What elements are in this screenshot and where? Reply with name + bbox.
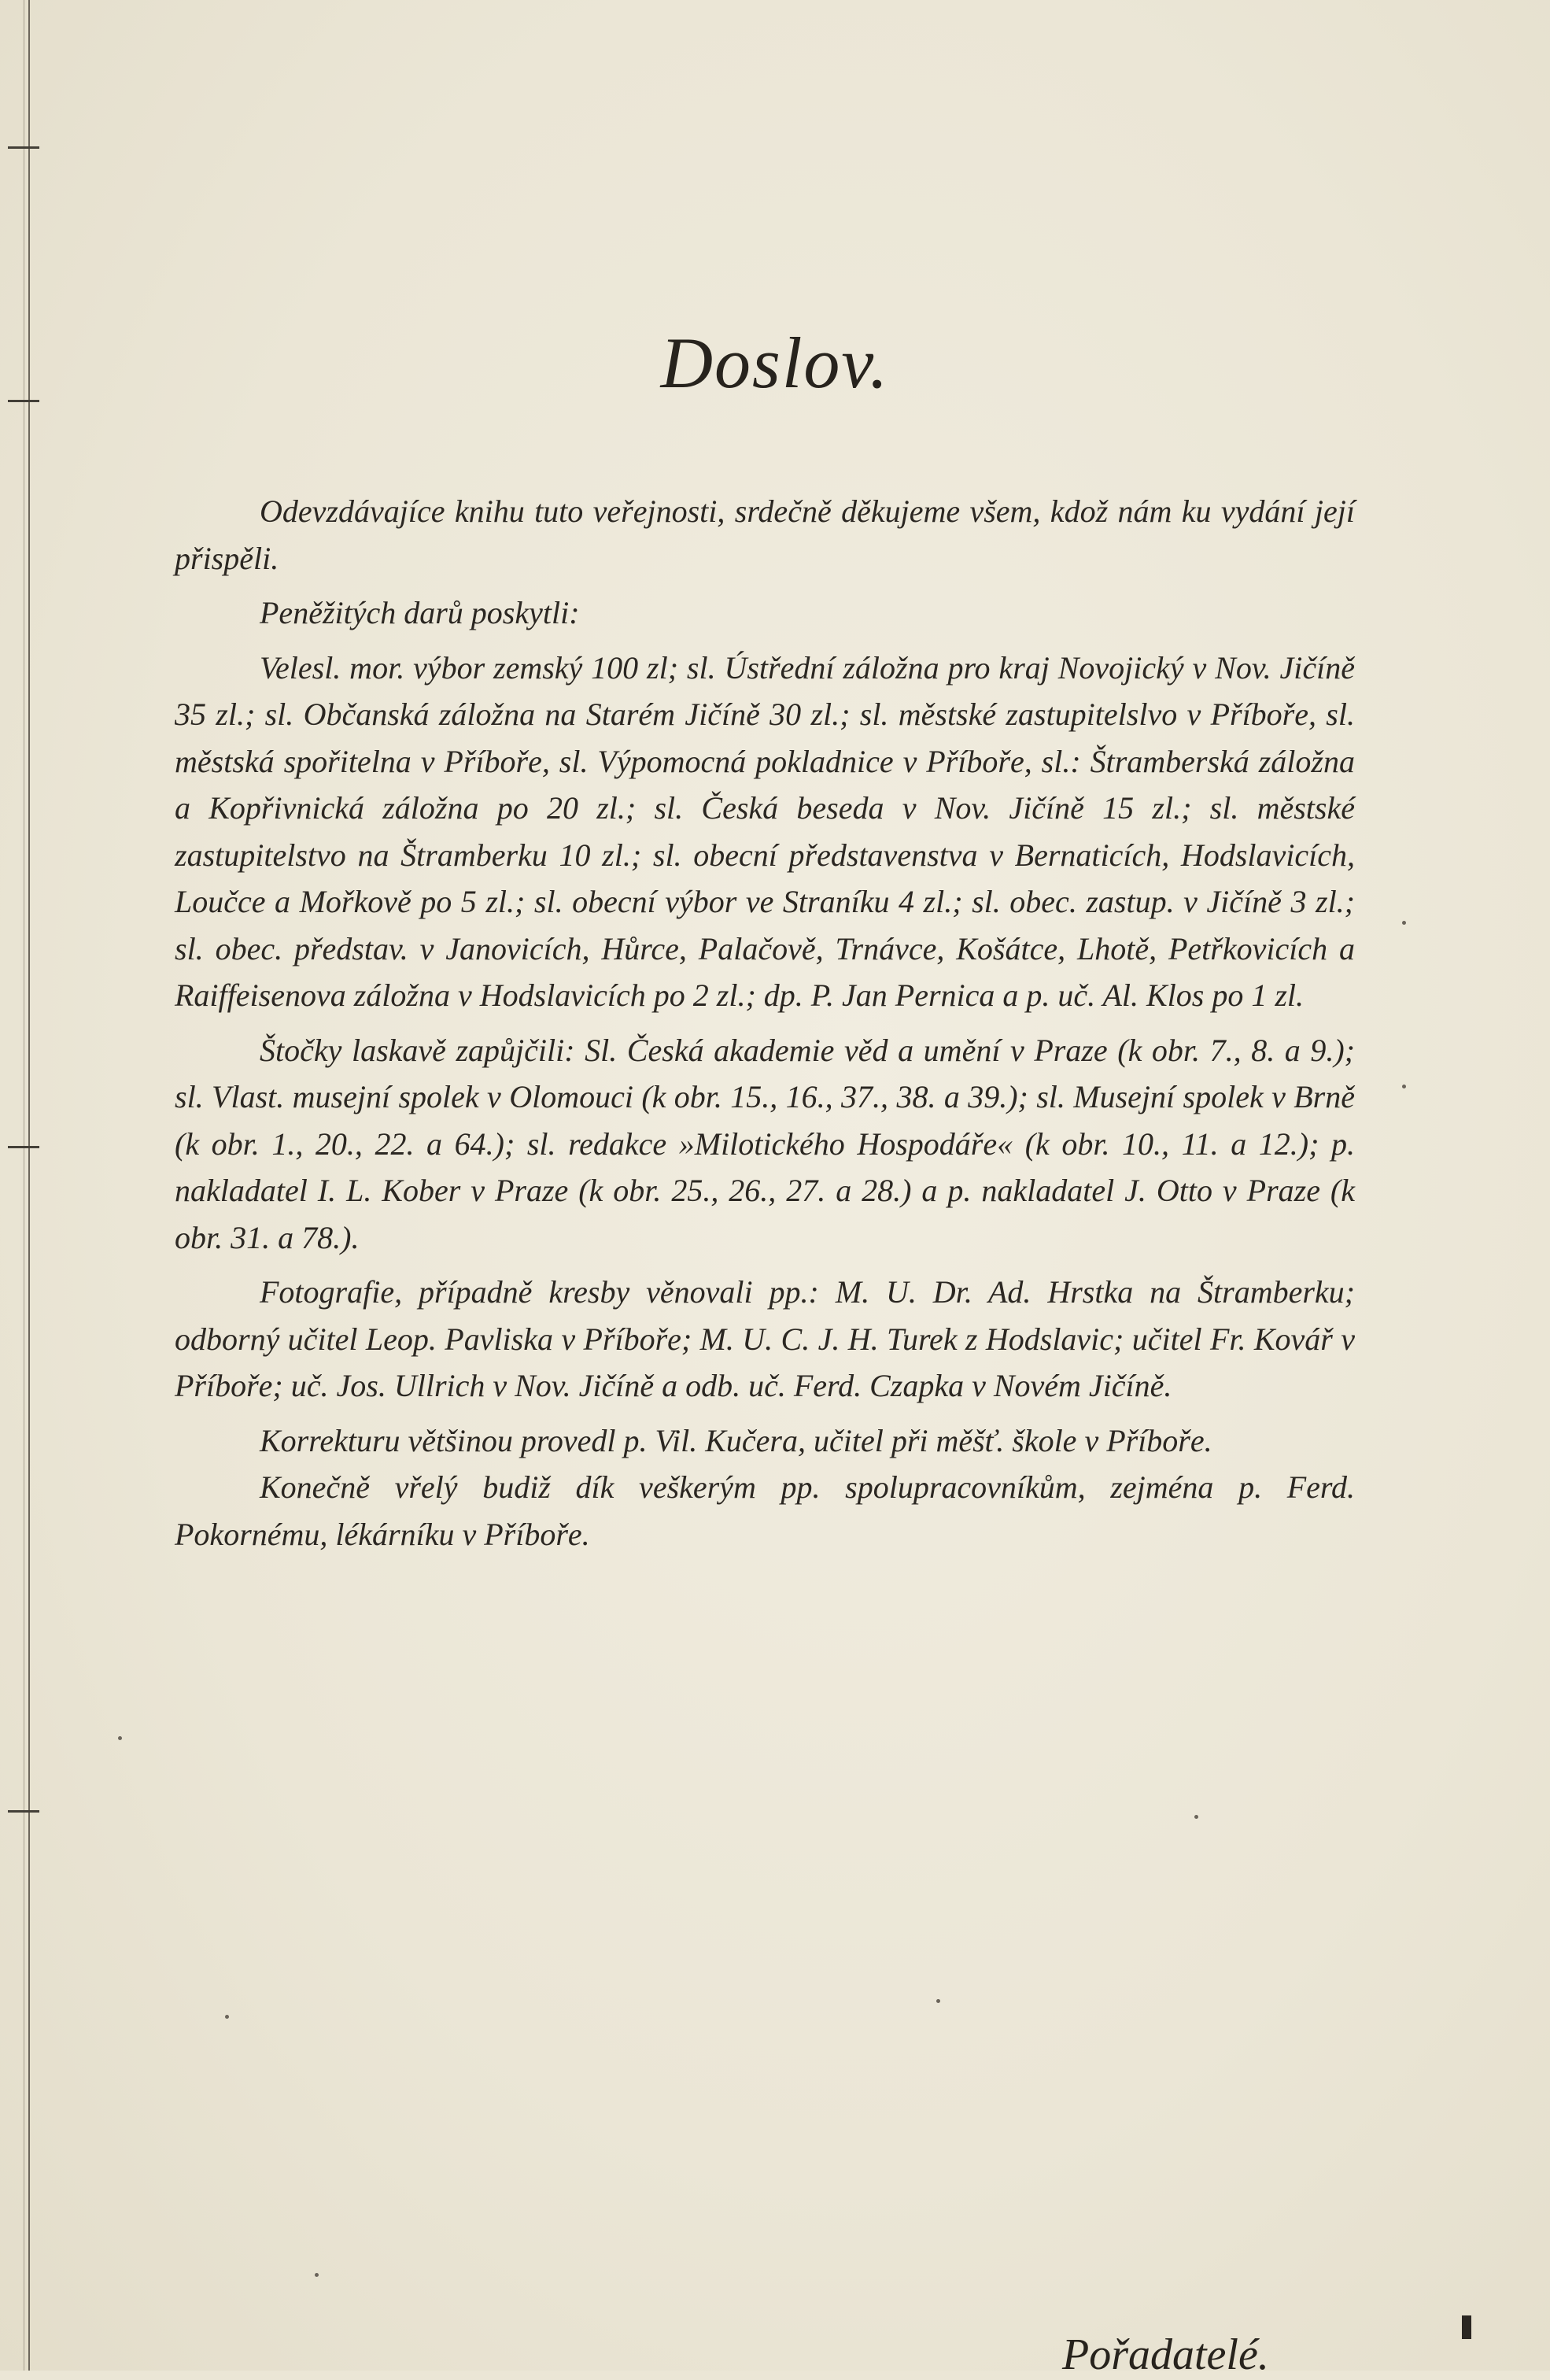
paragraph-proofreading: Korrekturu většinou provedl p. Vil. Kučera, učitel při měšť. škole v Příboře. [260, 1422, 1212, 1458]
paragraph-donors-heading: Peněžitých darů poskytli: [260, 595, 580, 630]
paragraph-photographs: Fotografie, případně kresby věnovali pp.: M. U. Dr. Ad. Hrstka na Štramberku; odborný učitel Leop. Pavliska v Příboře; M. U. C. J. H. Turek z Hodslavic; učitel Fr. Kovář v Příboře; uč. Jos. Ullrich v Nov. Jičíně a odb. uč. Ferd. Czapka v Novém Jičíně. [175, 1274, 1355, 1403]
paragraph-printing-blocks: Štočky laskavě zapůjčili: Sl. Česká akademie věd a umění v Praze (k obr. 7., 8. a 9.); sl. Vlast. musejní spolek v Olomouci (k obr. 15., 16., 37., 38. a 39.); sl. Musejní spolek v Brně (k obr. 1., 20., 22. a 64.); sl. redakce »Milotického Hospodáře« (k obr. 10., 11. a 12.); p. nakladatel I. L. Kober v Praze (k obr. 25., 26., 27. a 28.) a p. nakladatel J. Otto v Praze (k obr. 31. a 78.). [175, 1032, 1355, 1255]
binding-tick [8, 146, 39, 149]
signature: Pořadatelé. [1062, 2330, 1269, 2379]
body-text [175, 488, 1355, 1558]
paper-speck [118, 1736, 122, 1740]
binding-tick [8, 1146, 39, 1148]
paper-speck [1402, 921, 1406, 925]
paper-speck [1402, 1085, 1406, 1088]
paper-speck [225, 2015, 229, 2019]
paper-speck [936, 1999, 940, 2003]
page-title: Doslov. [660, 323, 890, 403]
paper-speck [315, 2273, 319, 2277]
paragraph-intro: Odevzdávajíce knihu tuto veřejnosti, srdečně děkujeme všem, kdož nám ku vydání její přispěli. [175, 493, 1355, 576]
paragraph-donors-list: Velesl. mor. výbor zemský 100 zl; sl. Ústřední záložna pro kraj Novojický v Nov. Jičíně 35 zl.; sl. Občanská záložna na Starém Jičíně 30 zl.; sl. městské zastupitelslvo v Příboře, sl. městská spořitelna v Příboře, sl. Výpomocná pokladnice v Příboře, sl.: Štramberská záložna a Kopřivnická záložna po 20 zl.; sl. Česká beseda v Nov. Jičíně 15 zl.; sl. městské zastupitelstvo na Štramberku 10 zl.; sl. obecní představenstva v Bernaticích, Hodslavicích, Loučce a Mořkově po 5 zl.; sl. obecní výbor ve Straníku 4 zl.; sl. obec. zastup. v Jičíně 3 zl.; sl. obec. představ. v Janovicích, Hůrce, Palačově, Trnávce, Košátce, Lhotě, Petřkovicích a Raiffeisenova záložna v Hodslavicích po 2 zl.; dp. P. Jan Pernica a p. uč. Al. Klos po 1 zl. [175, 649, 1355, 1013]
paper-speck [1194, 1815, 1198, 1819]
paragraph-thanks: Konečně vřelý budiž dík veškerým pp. spolupracovníkům, zejména p. Ferd. Pokornému, lékárníku v Příboře. [175, 1469, 1355, 1552]
binding-tick [8, 1810, 39, 1813]
corner-mark [1462, 2315, 1471, 2339]
